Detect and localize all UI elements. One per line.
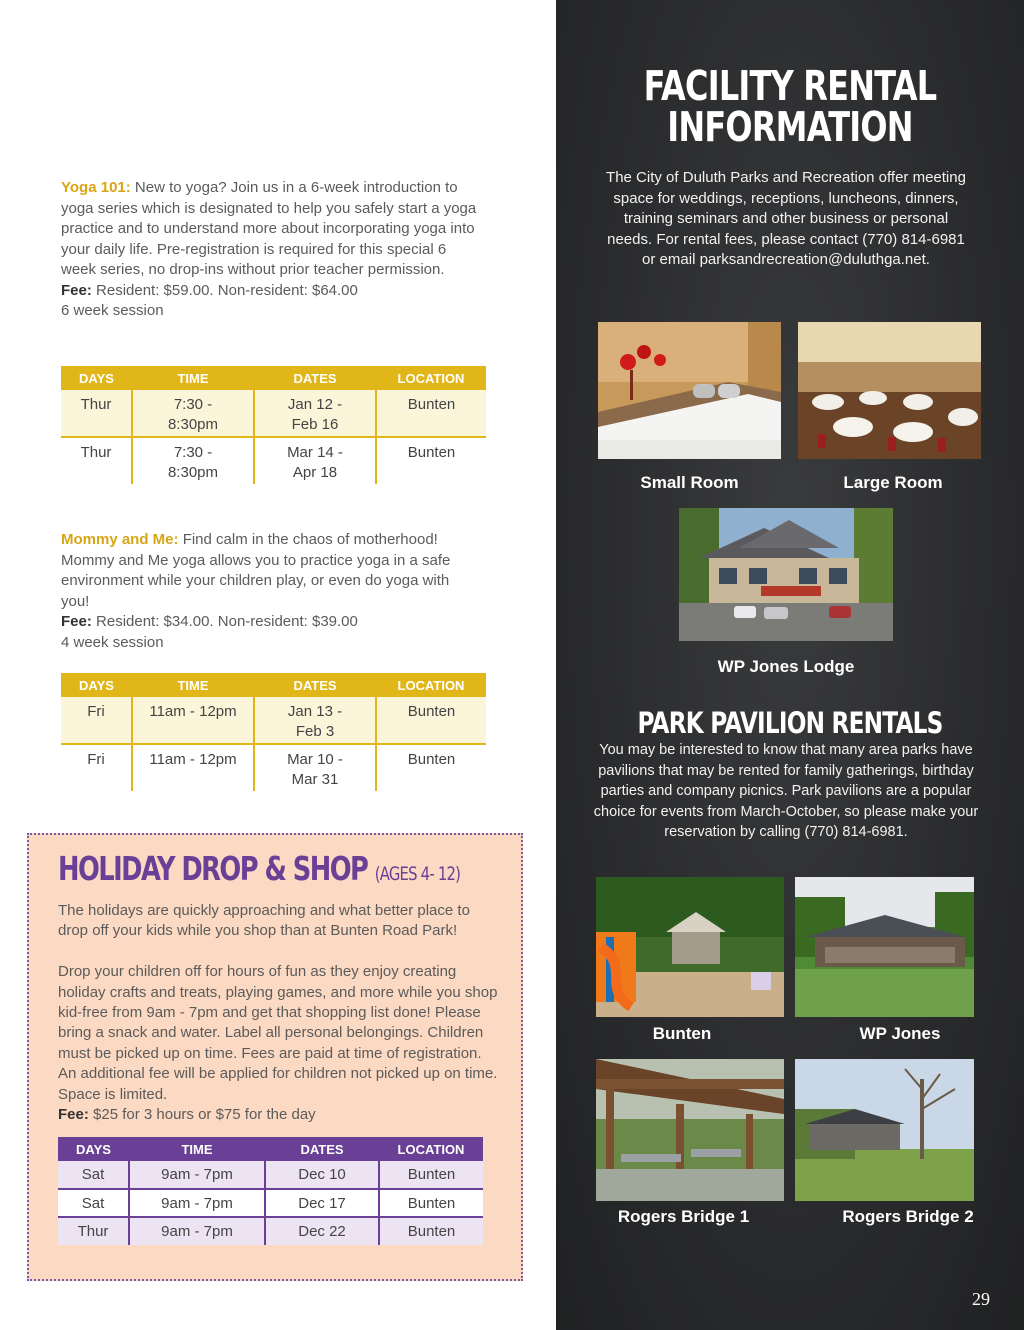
cell-location: Bunten [376,437,486,484]
cell-time: 9am - 7pm [129,1217,265,1245]
col-time: TIME [129,1137,265,1161]
rogers-bridge-1-photo [596,1059,784,1201]
cell-dates: Mar 10 - Mar 31 [254,744,376,791]
col-days: DAYS [58,1137,129,1161]
holiday-description [58,901,498,1125]
cell-location: Bunten [379,1189,483,1217]
holiday-schedule-table [58,1137,483,1245]
park-pavilion-description: You may be interested to know that many area parks have pavilions that may be rented for family gatherings, birthday parties and company picnics. Park pavilions are a popular choice for events from March-October, so please make your reservation by calling (770) 814-6981. [593,742,979,840]
cell-day: Thur [61,390,132,437]
holiday-fee-label: Fee: [58,1106,89,1124]
cell-location: Bunten [376,744,486,791]
mommy-body: Find calm in the chaos of motherhood! Mommy and Me yoga allows you to practice yoga in a safe environment while your children play, or even do yoga with you! [61,531,451,610]
large-room-photo [798,322,981,459]
rogers-bridge-1-caption: Rogers Bridge 1 [617,1207,750,1226]
rogers-bridge-2-caption: Rogers Bridge 2 [842,1207,974,1226]
mommy-fee: Resident: $34.00. Non-resident: $39.00 [96,613,358,630]
holiday-title [58,849,460,888]
yoga-101-body: New to yoga? Join us in a 6-week introduction to yoga series which is designated to help you safely start a yoga practice and to understand more about incorporating yoga into your daily life. Pre-registration is required for this special 6 week series, no drop-ins without prior teacher permission. [61,179,477,278]
facility-title-line-1: FACILITY RENTAL [643,62,937,110]
holiday-title-text: HOLIDAY DROP & SHOP [58,849,368,888]
mommy-fee-label: Fee: [61,613,92,630]
cell-location: Bunten [376,697,486,744]
col-dates: DATES [254,366,376,390]
holiday-para-1: The holidays are quickly approaching and what better place to drop off your kids while you shop than at Bunten Road Park! [58,902,470,940]
col-location: LOCATION [376,366,486,390]
col-days: DAYS [61,366,132,390]
mommy-lead: Mommy and Me: [61,531,179,548]
cell-day: Fri [61,744,132,791]
col-days: DAYS [61,673,132,697]
cell-time: 7:30 - 8:30pm [132,390,254,437]
cell-location: Bunten [379,1217,483,1245]
wp-jones-caption: WP Jones [859,1024,941,1043]
facility-rental-title [607,62,972,151]
cell-day: Thur [58,1217,129,1245]
rogers-bridge-2-photo [795,1059,974,1201]
small-room-photo [598,322,781,459]
mommy-session: 4 week session [61,633,164,651]
bunten-pavilion-photo [596,877,784,1017]
yoga-fee: Resident: $59.00. Non-resident: $64.00 [96,281,358,299]
bunten-caption: Bunten [652,1024,712,1043]
holiday-fee: $25 for 3 hours or $75 for the day [93,1106,316,1124]
facility-title-line-2: INFORMATION [667,103,913,151]
cell-time: 7:30 - 8:30pm [132,437,254,484]
cell-location: Bunten [379,1161,483,1189]
cell-day: Thur [61,437,132,484]
col-dates: DATES [254,673,376,697]
table-row [58,1189,483,1217]
holiday-drop-shop-box [27,833,523,1281]
col-location: LOCATION [379,1137,483,1161]
col-dates: DATES [265,1137,379,1161]
yoga-101-lead: Yoga 101: [61,179,131,196]
yoga-schedule-table [61,366,486,484]
cell-dates: Dec 17 [265,1189,379,1217]
table-row [61,697,486,744]
cell-location: Bunten [376,390,486,437]
table-row [58,1161,483,1189]
mommy-and-me-description [61,530,481,653]
table-row [61,437,486,484]
col-time: TIME [132,366,254,390]
cell-time: 11am - 12pm [132,744,254,791]
table-header-row [58,1137,483,1161]
col-location: LOCATION [376,673,486,697]
table-header-row [61,366,486,390]
cell-dates: Mar 14 - Apr 18 [254,437,376,484]
facility-intro: The City of Duluth Parks and Recreation offer meeting space for weddings, receptions, luncheons, dinners, training seminars and other business or personal needs. For rental fees, please contact (770) 814-6981 or email parksandrecreation@duluthga.net. [606,169,966,268]
cell-day: Sat [58,1189,129,1217]
table-row [61,390,486,437]
cell-dates: Dec 10 [265,1161,379,1189]
yoga-101-description [61,178,481,322]
page-number: 29 [972,1289,990,1309]
cell-time: 9am - 7pm [129,1161,265,1189]
cell-dates: Dec 22 [265,1217,379,1245]
cell-dates: Jan 13 - Feb 3 [254,697,376,744]
cell-day: Sat [58,1161,129,1189]
wp-jones-lodge-caption: WP Jones Lodge [717,657,855,676]
park-pavilion-title: PARK PAVILION RENTALS [637,706,943,740]
cell-day: Fri [61,697,132,744]
table-header-row [61,673,486,697]
large-room-caption: Large Room [843,473,943,492]
cell-dates: Jan 12 - Feb 16 [254,390,376,437]
wp-jones-pavilion-photo [795,877,974,1017]
wp-jones-lodge-photo [679,508,893,641]
yoga-session: 6 week session [61,302,164,319]
table-row [61,744,486,791]
mommy-schedule-table [61,673,486,791]
cell-time: 11am - 12pm [132,697,254,744]
holiday-fee-line [58,1105,498,1125]
yoga-fee-label: Fee: [61,281,92,299]
cell-time: 9am - 7pm [129,1189,265,1217]
small-room-caption: Small Room [640,473,739,492]
holiday-ages: (AGES 4- 12) [374,863,461,885]
holiday-para-2: Drop your children off for hours of fun as they enjoy creating holiday crafts and treats, playing games, and more while you shop kid-free from 9am - 7pm and get that shopping list done! Please bring a snack and water. Label all personal belongings. Children must be picked up on time. Fees are paid at time of registration. An additional fee will be applied for children not picked up on time. Space is limited. [58,963,498,1103]
right-column-chalkboard [556,0,1024,1330]
table-row [58,1217,483,1245]
col-time: TIME [132,673,254,697]
